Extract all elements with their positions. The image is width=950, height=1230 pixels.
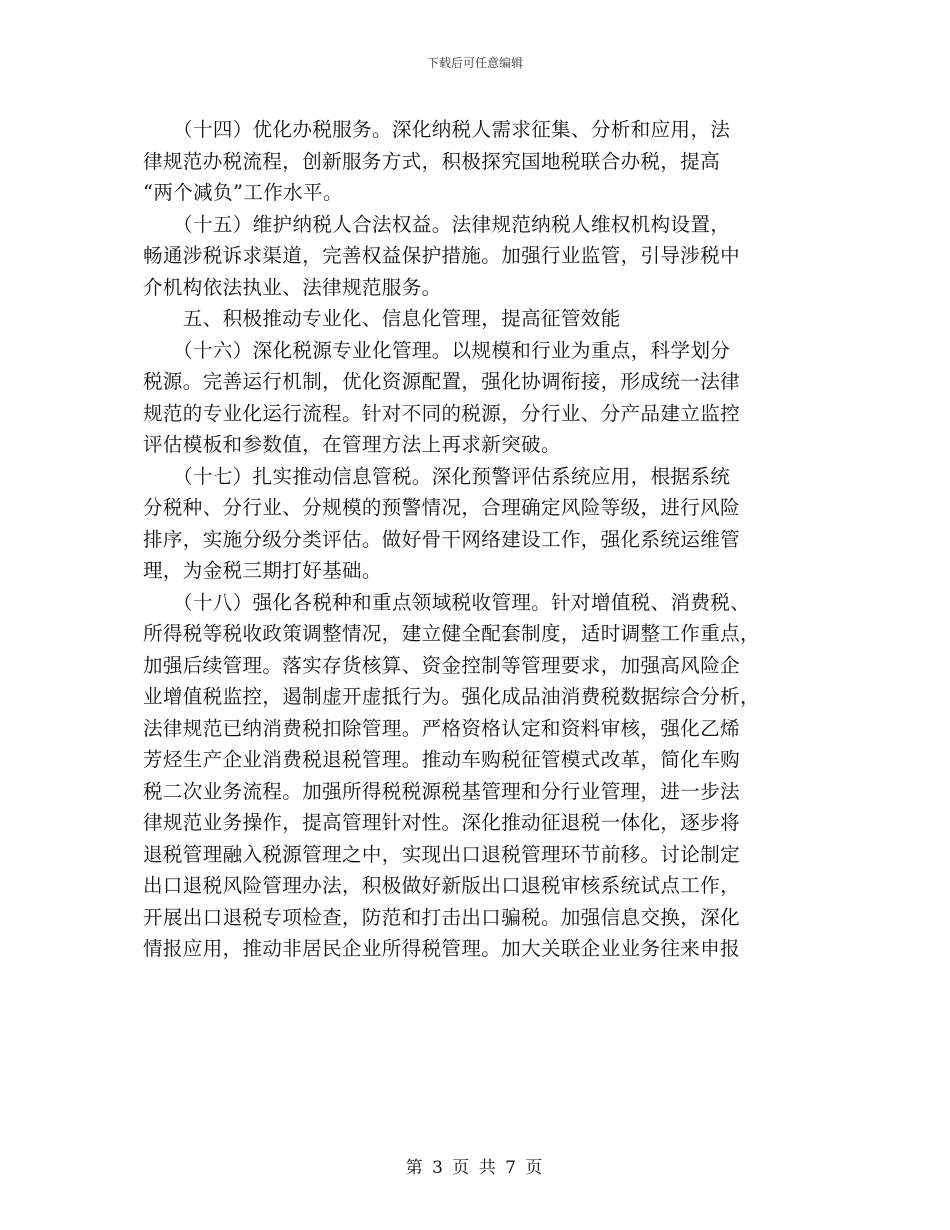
body-line: 开展出口退税专项检查，防范和打击出口骗税。加强信息交换，深化 [143,905,741,929]
body-line: 排序，实施分级分类评估。做好骨干网络建设工作，强化系统运维管 [143,527,741,551]
body-line: 法律规范已纳消费税扣除管理。严格资格认定和资料审核，强化乙烯 [143,716,741,740]
body-line: 业增值税监控，遏制虚开虚抵行为。强化成品油消费税数据综合分析， [143,685,760,708]
body-line: 律规范办税流程，创新服务方式，积极探究国地税联合办税，提高 [143,149,721,173]
body-line: 税源。完善运行机制，优化资源配置，强化协调衔接，形成统一法律 [143,370,741,393]
body-line: “两个减负”工作水平。 [143,181,343,204]
body-line: 情报应用，推动非居民企业所得税管理。加大关联企业业务往来申报 [143,937,741,960]
body-line: 退税管理融入税源管理之中，实现出口退税管理环节前移。讨论制定 [143,842,741,866]
body-line: 所得税等税收政策调整情况，建立健全配套制度，适时调整工作重点， [143,622,760,645]
body-line: 介机构依法执业、法律规范服务。 [143,275,442,299]
body-line: 出口退税风险管理办法，积极做好新版出口退税审核系统试点工作， [143,874,741,897]
body-line: 畅通涉税诉求渠道，完善权益保护措施。加强行业监管，引导涉税中 [143,244,741,267]
body-line: 税二次业务流程。加强所得税税源税基管理和分行业管理，进一步法 [143,779,741,803]
body-line: （十八）强化各税种和重点领域税收管理。针对增值税、消费税、 [143,590,751,614]
body-line: （十六）深化税源专业化管理。以规模和行业为重点，科学划分 [143,338,731,362]
body-line: 理，为金税三期打好基础。 [143,559,382,582]
body-line: 芳烃生产企业消费税退税管理。推动车购税征管模式改革，简化车购 [143,748,741,771]
body-line: 评估模板和参数值，在管理方法上再求新突破。 [143,433,561,456]
body-line: 规范的专业化运行流程。针对不同的税源，分行业、分产品建立监控 [143,401,741,425]
section-heading: 五、积极推动专业化、信息化管理，提高征管效能 [143,307,621,330]
body-line: （十四）优化办税服务。深化纳税人需求征集、分析和应用，法 [143,118,731,141]
page-header-note: 下载后可任意编辑 [426,56,523,70]
body-line: 律规范业务操作，提高管理针对性。深化推动征退税一体化，逐步将 [143,811,741,834]
page-number: 第 3 页 共 7 页 [405,1158,545,1178]
document-body [143,114,803,965]
body-line: 加强后续管理。落实存货核算、资金控制等管理要求，加强高风险企 [143,653,741,677]
body-line: 分税种、分行业、分规模的预警情况，合理确定风险等级，进行风险 [143,496,741,519]
body-line: （十五）维护纳税人合法权益。法律规范纳税人维权机构设置， [143,212,731,236]
body-line: （十七）扎实推动信息管税。深化预警评估系统应用，根据系统 [143,464,731,488]
